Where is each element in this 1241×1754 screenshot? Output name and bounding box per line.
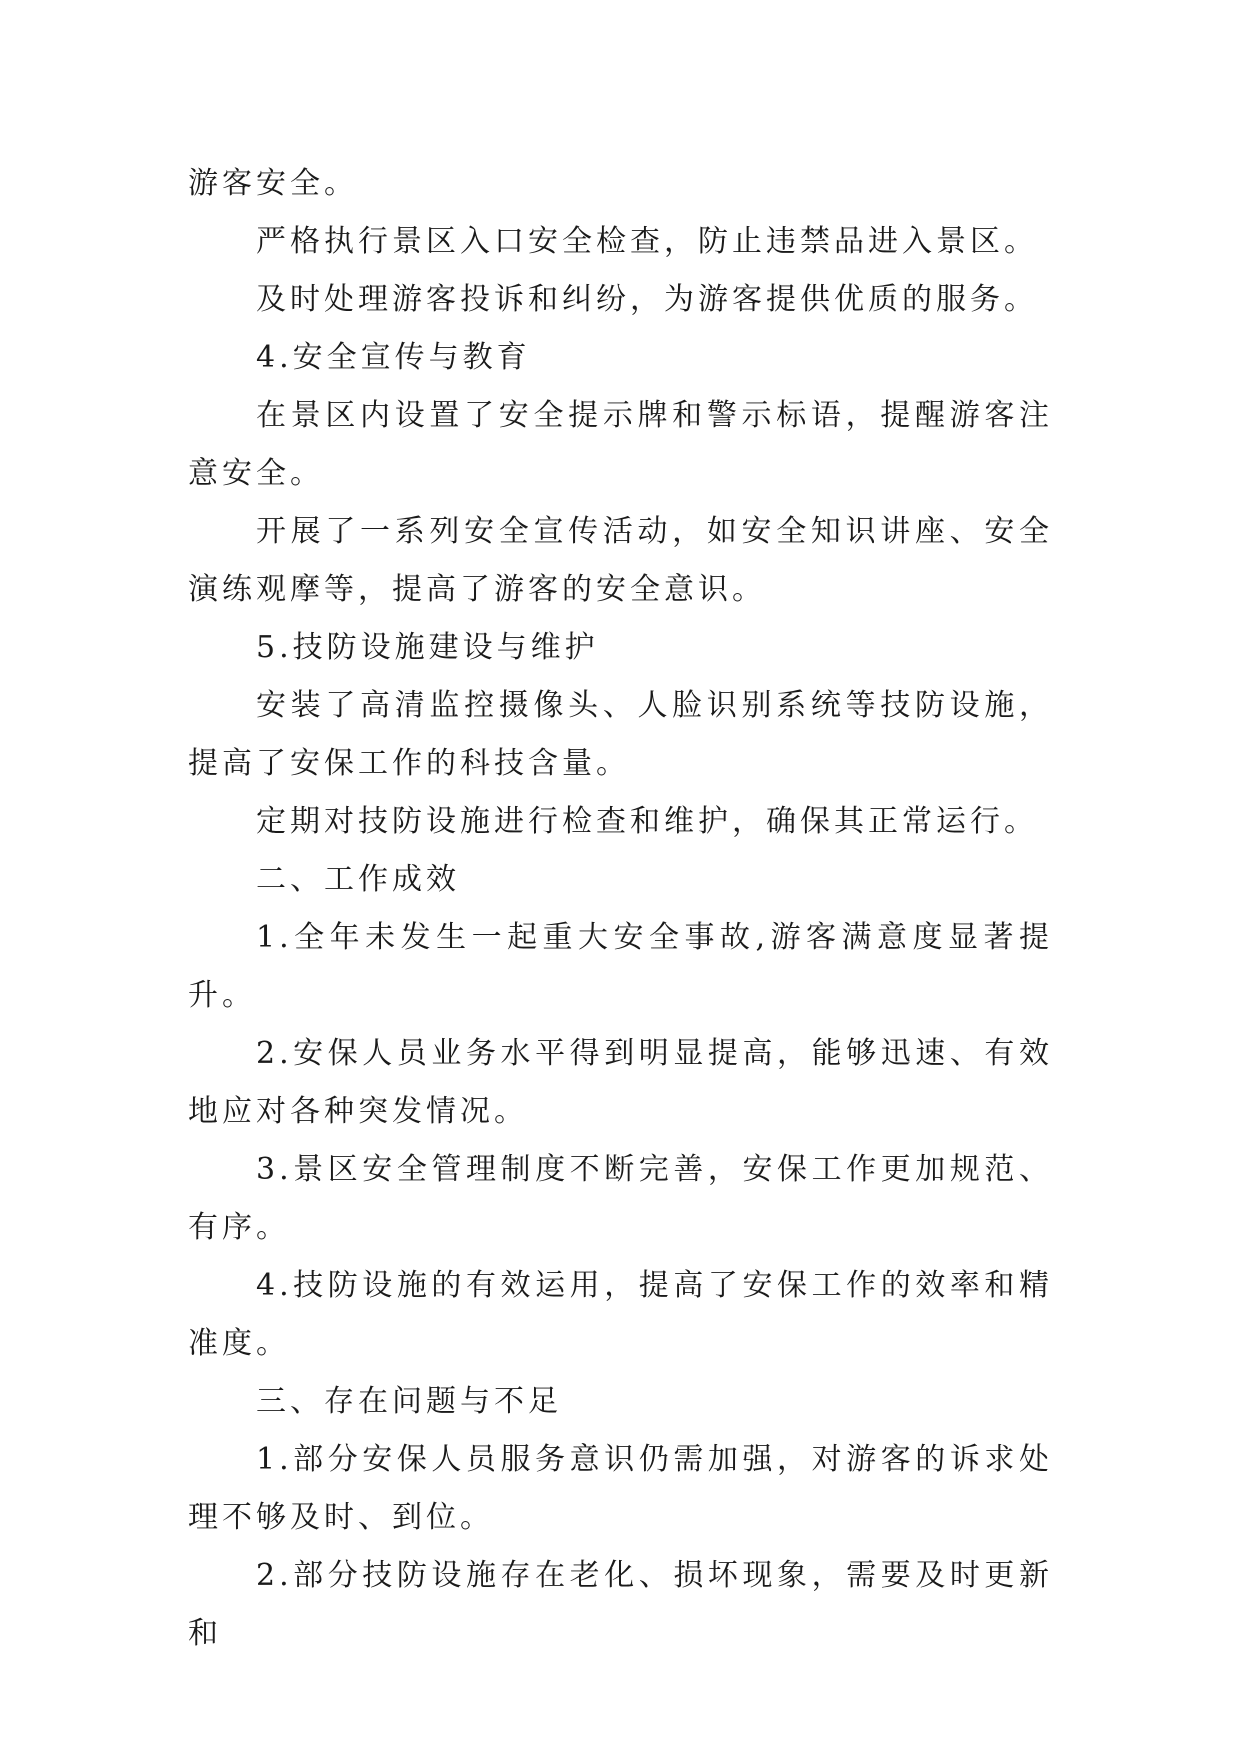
- section-heading: 二、工作成效: [256, 862, 460, 897]
- list-item: 2.安保人员业务水平得到明显提高，能够迅速、有效地应对各种突发情况。: [188, 1036, 1053, 1129]
- paragraph: 及时处理游客投诉和纠纷，为游客提供优质的服务。: [256, 282, 1038, 317]
- list-item: 3.景区安全管理制度不断完善，安保工作更加规范、有序。: [188, 1152, 1053, 1245]
- paragraph: 安装了高清监控摄像头、人脸识别系统等技防设施，提高了安保工作的科技含量。: [188, 688, 1053, 781]
- section-heading: 4.安全宣传与教育: [256, 340, 531, 375]
- document-body: [188, 155, 1053, 1663]
- section-heading: 5.技防设施建设与维护: [256, 630, 599, 665]
- paragraph: 定期对技防设施进行检查和维护，确保其正常运行。: [256, 804, 1038, 839]
- list-item: 2.部分技防设施存在老化、损坏现象，需要及时更新和: [188, 1558, 1053, 1651]
- list-item: 1.部分安保人员服务意识仍需加强，对游客的诉求处理不够及时、到位。: [188, 1442, 1053, 1535]
- paragraph: 开展了一系列安全宣传活动，如安全知识讲座、安全演练观摩等，提高了游客的安全意识。: [188, 514, 1053, 607]
- paragraph: 严格执行景区入口安全检查，防止违禁品进入景区。: [256, 224, 1038, 259]
- list-item: 1.全年未发生一起重大安全事故,游客满意度显著提升。: [188, 920, 1053, 1013]
- section-heading: 三、存在问题与不足: [256, 1384, 562, 1419]
- list-item: 4.技防设施的有效运用，提高了安保工作的效率和精准度。: [188, 1268, 1053, 1361]
- paragraph: 在景区内设置了安全提示牌和警示标语，提醒游客注意安全。: [188, 398, 1053, 491]
- paragraph: 游客安全。: [188, 166, 358, 201]
